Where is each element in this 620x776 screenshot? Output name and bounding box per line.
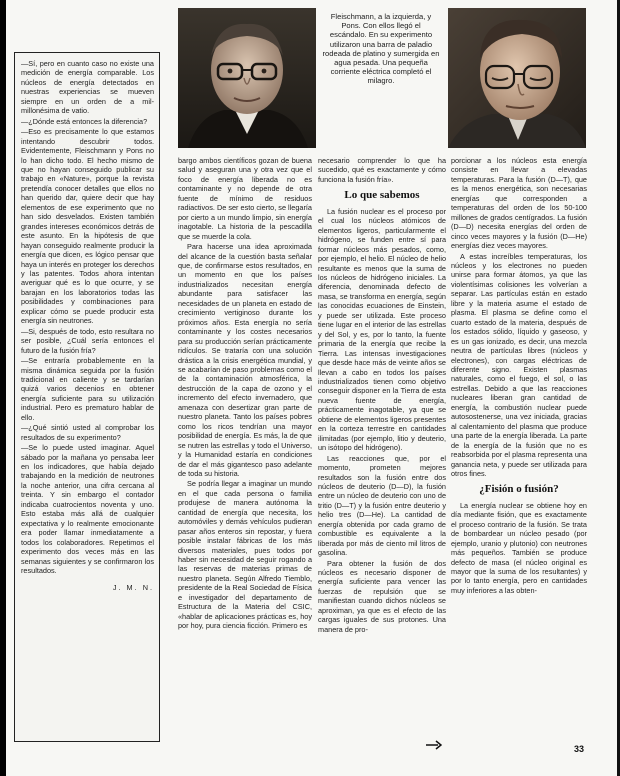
section-heading-fision-o-fusion: ¿Fisión o fusión? [479, 483, 559, 496]
photo-pons [448, 8, 586, 148]
sidebar-paragraph: —Se lo puede usted imaginar. Aquel sábado por la mañana yo pensaba leer en los indicadores, que había dejado trabajando en la medición de neutrones la noche anterior, una cifra cercana al treinta. Y sin embargo el contador indicaba cuatrocientos noventa y uno. Esto estaba más allá de cualquier expectativa y lo realmente emocionante era poder llamar inmediatamente a todos los colaboradores. Repetimos el experimento dos veces más en las semanas siguientes y se confirmaron los resultados. [21, 443, 154, 576]
sidebar-signature: J. M. N. [112, 583, 154, 593]
photo-fleischmann [178, 8, 316, 148]
portrait-left-illustration [178, 8, 316, 148]
article-column-3 [318, 156, 446, 635]
article-column-4 [451, 156, 587, 596]
caption-text: Fleischmann, a la izquierda, y Pons. Con ellos llegó el escándalo. En su experimento utilizaron una barra de paladio rodeada de platino y sumergida en agua pesada. Una pequeña corriente eléctrica completó el milagro. [322, 12, 440, 86]
scan-edge-left [0, 0, 6, 776]
article-paragraph: Para hacerse una idea aproximada del alcance de la cuestión basta señalar que, de confirmarse estos resultados, en un momento en que los países industrializados necesitan energía abundante para satisfacer las necesidades de un planeta en estado de crecimiento vertiginoso durante los próximos años. Esta energía no sería contaminante y los costes necesarios para su producción serían prácticamente ridículos. Se trataría con una solución drástica a la crisis energética mundial, y se acabarían de paso problemas como el de la contaminación atmosférica, la destrucción de la capa de ozono y el incremento del efecto invernadero, que amenaza con desertizar gran parte de nuestro planeta. Tanto los países pobres como los ricos tendrían una mayor posibilidad de energía. Es más, la de que se nutren las estrellas y todo el Universo, y la Humanidad estaría en condiciones de dar el más gigantesco paso adelante de toda su historia. [178, 242, 312, 478]
article-paragraph: La fusión nuclear es el proceso por el cual los núcleos atómicos de elementos ligeros, particularmente el hidrógeno, se funden entre sí para formar núcleos más pesados, como, por ejemplo, el helio. El núcleo de helio resultante es menos que la suma de los núcleos de hidrógeno iniciales. La diferencia, denominada defecto de masa, se transforma en energía, según las conocidas ecuaciones de Einstein, y puede ser utilizada. Este proceso tiene lugar en el interior de las estrellas y del Sol, y es, por lo tanto, la fuente primaria de la energía que recibe la Tierra. Las intensas investigaciones que desde hace más de veinte años se llevan a cabo en todos los países industrializados tienen como objetivo conseguir disponer en la Tierra de esta nueva fuente de energía, prácticamente inagotable, ya que se obtiene de elementos ligeros presentes en la corteza terrestre en cantidades ilimitadas (por ejemplo, litio y deuterio, un isótopo del hidrógeno). [318, 206, 446, 453]
photo-caption [322, 12, 440, 86]
page-number: 33 [574, 744, 585, 754]
continue-arrow-icon [426, 740, 442, 750]
article-paragraph: A estas increíbles temperaturas, los núcleos y los electrones no pueden unirse para formar átomos, ya que las violentísimas colisiones les volverían a separar. Las partículas están en estado libre y la materia asume el estado de plasma. El plasma se define como el cuarto estado de la materia, después de los estados sólido, líquido y gaseoso, y es un gas ionizado, es decir, una mezcla neutra de partículas libres (núcleos y electrones), con cargas eléctricas de diferente signo. Existen plasmas naturales, como el fuego, el sol, o las estrellas. Debido a que las reacciones nucleares liberan gran cantidad de energía, la combustión nuclear puede autosostenerse, una vez iniciada, gracias al calentamiento del plasma que produce una parte de la energía liberada. La parte de la energía de la fusión que no es reabsorbida por el plasma representa una ganancia neta, y puede ser utilizada para otros fines. [451, 251, 587, 478]
sidebar-paragraph: —Si, después de todo, esto resultara no ser posible, ¿Cuál sería entonces el futuro de la fusión fría? [21, 326, 154, 355]
sidebar-paragraph: —Se entraría probablemente en la misma dinámica seguida por la fusión tradicional en caliente y se tardarían quizá varios decenios en obtener energía suficiente para su utilización industrial. Pero es prematuro hablar de ello. [21, 356, 154, 422]
portrait-right-illustration [448, 8, 586, 148]
article-paragraph: Las reacciones que, por el momento, prometen mejores resultados son la fusión entre dos núcleos de deuterio (D—D), la fusión entre un núcleo de deuterio con uno de tritio (D—T) y la fusión entre deuterio y helio tres (D—He). La cantidad de energía obtenida por cada gramo de combustible es equivalente a la liberada por más de ciento mil litros de gasolina. [318, 453, 446, 558]
sidebar-paragraph: —¿Qué sintió usted al comprobar los resultados de su experimento? [21, 423, 154, 442]
article-paragraph: La energía nuclear se obtiene hoy en día mediante fisión, que es exactamente el proceso contrario de la fusión. Se trata de bombardear un núcleo pesado (por ejemplo, uranio y plutonio) con neutrones más pequeños. También se produce defecto de masa (el núcleo original es mayor que la suma de los resultantes) y por lo tanto energía, pero en cantidades muy inferiores a las obten- [451, 500, 587, 595]
article-column-2 [178, 156, 312, 632]
section-heading-lo-que-sabemos: Lo que sabemos [344, 189, 420, 202]
interview-sidebar [14, 52, 160, 742]
sidebar-paragraph: —Eso es precisamente lo que estamos intentando descubrir todos. Evidentemente, Fleischmann y Pons no lo han dicho todo. El hecho mismo de que no hayan conseguido publicar su trabajo en «Nature», porque la revista pretendía conocer detalles que ellos no han querido dar, quiere decir que hay elementos de ese experimento que no han sido desvelados. Existen también grandes intereses económicos detrás de este asunto. En la hipótesis de que hayan conseguido realmente producir la energía que dicen, es lógico pensar que haya un interés en proteger los derechos y las patentes. Todos ahora intentan averiguar qué es lo que ocurre, y se barajan en los laboratorios todas las posibilidades y combinaciones para explicar cómo se puede producir esta energía sin neutrones. [21, 127, 154, 326]
sidebar-paragraph: —Sí, pero en cuanto caso no existe una medición de energía comparable. Los núcleos de energía detectados en nuestras experiencias se mueven siempre en un orden de a mil-millonésima de vatio. [21, 59, 154, 116]
article-paragraph: Para obtener la fusión de dos núcleos es necesario disponer de energía suficiente para vencer las fuerzas de repulsión que se manifiestan cuando dichos núcleos se aproximan, ya que es el efecto de las cargas iguales de sus protones. Una manera de pro- [318, 558, 446, 634]
sidebar-paragraph: —¿Dónde está entonces la diferencia? [21, 116, 148, 126]
article-paragraph: bargo ambos científicos gozan de buena salud y aseguran una y otra vez que el foco de energía liberada no es contaminante y no depende de otra fuente de mínimo de residuos radiactivos. De ser esto cierto, se llegaría por cierto a un mundo limpio, sin energía inagotable. La historia de la pescadilla que se muerde la cola. [178, 156, 312, 241]
article-paragraph: porcionar a los núcleos esta energía consiste en llevar a elevadas temperaturas. Para la fusión (D—T), que es la menos energética, son necesarias energías que corresponden a temperaturas del orden de los 50-100 millones de grados centígrados. La fusión (D—D) necesita energías del orden de cinco veces mayores y la fusión (D—He) energías diez veces mayores. [451, 156, 587, 251]
article-paragraph: necesario comprender lo que ha sucedido, qué es exactamente y cómo funciona la fusión fría». [318, 156, 446, 184]
article-paragraph: Se podría llegar a imaginar un mundo en el que cada persona o familia produjese de manera autónoma la cantidad de energía que necesita, los automóviles y demás vehículos pudieran pasar años enteros sin repostar, y fuera posible instalar fábricas de los más diversos materiales, pues todos por haber sin necesidad de seguir rogando a las reservas de materias primas de nuestro planeta. Según Alfredo Tiemblo, presidente de la Real Sociedad de Física e investigador del departamento de Estructura de la Materia del CSIC, «hablar de aplicaciones prácticas es, hoy por hoy, pura ciencia ficción. Primero es [178, 479, 312, 631]
